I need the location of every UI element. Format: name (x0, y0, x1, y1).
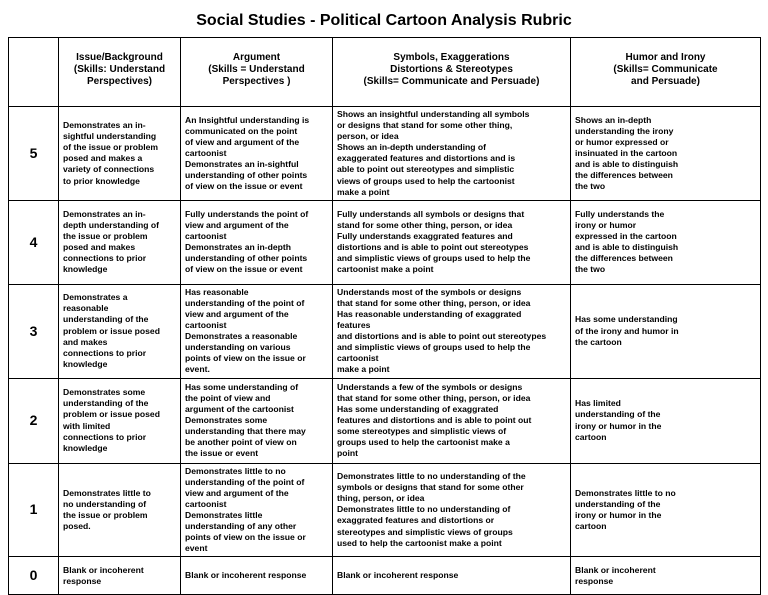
issue-cell: Demonstrates some understanding of the problem or issue posed with limited connections to prior knowledge (59, 378, 181, 463)
symbols-cell: Demonstrates little to no understanding of the symbols or designs that stand for some other thing, person, or idea Demonstrates little to no understanding of exaggrated features and distortions or stereotypes and simplistic views of groups used to help the cartoonist make a point (333, 463, 571, 557)
humor-cell: Shows an in-depth understanding the irony or humor expressed or insinuated in the cartoon and is able to distinguish the differences between the two (571, 107, 761, 201)
issue-cell: Demonstrates an in- sightful understanding of the issue or problem posed and makes a variety of connections to prior knowledge (59, 107, 181, 201)
rubric-table (8, 37, 761, 595)
symbols-cell: Fully understands all symbols or designs that stand for some other thing, person, or idea Fully understands exaggrated features and distortions and is able to point out stereotypes and simplistic views of groups used to help the cartoonist make a point (333, 200, 571, 284)
issue-cell: Demonstrates an in- depth understanding of the issue or problem posed and makes connections to prior knowledge (59, 200, 181, 284)
header-score (9, 38, 59, 107)
argument-cell: Has some understanding of the point of view and argument of the cartoonist Demonstrates some understanding that there may be another point of view on the issue or event (181, 378, 333, 463)
header-symbols: Symbols, Exaggerations Distortions & Stereotypes (Skills= Communicate and Persuade) (333, 38, 571, 107)
humor-cell: Demonstrates little to no understanding of the irony or humor in the cartoon (571, 463, 761, 557)
score-cell: 5 (9, 107, 59, 201)
humor-cell: Has limited understanding of the irony or humor in the cartoon (571, 378, 761, 463)
symbols-cell: Understands a few of the symbols or designs that stand for some other thing, person, or idea Has some understanding of exaggrated features and distortions and is able to point out some stereotypes and simplistic views of groups used to help the cartoonist make a point (333, 378, 571, 463)
header-issue-background: Issue/Background (Skills: Understand Perspectives) (59, 38, 181, 107)
score-cell: 3 (9, 284, 59, 378)
humor-cell: Has some understanding of the irony and humor in the cartoon (571, 284, 761, 378)
argument-cell: Has reasonable understanding of the point of view and argument of the cartoonist Demonstrates a reasonable understanding on various points of view on the issue or event. (181, 284, 333, 378)
table-row (9, 557, 761, 595)
table-row (9, 200, 761, 284)
argument-cell: An Insightful understanding is communicated on the point of view and argument of the cartoonist Demonstrates an in-sightful understanding of other points of view on the issue or event (181, 107, 333, 201)
header-argument: Argument (Skills = Understand Perspectives ) (181, 38, 333, 107)
symbols-cell: Shows an insightful understanding all symbols or designs that stand for some other thing, person, or idea Shows an in-depth understanding of exaggerated features and distortions and is able to point out stereotypes and simplistic views of groups used to help the cartoonist make a point (333, 107, 571, 201)
argument-cell: Blank or incoherent response (181, 557, 333, 595)
symbols-cell: Blank or incoherent response (333, 557, 571, 595)
humor-cell: Blank or incoherent response (571, 557, 761, 595)
score-cell: 1 (9, 463, 59, 557)
table-row (9, 284, 761, 378)
argument-cell: Demonstrates little to no understanding of the point of view and argument of the cartoonist Demonstrates little understanding of any other points of view on the issue or event (181, 463, 333, 557)
header-row (9, 38, 761, 107)
table-row (9, 107, 761, 201)
score-cell: 0 (9, 557, 59, 595)
argument-cell: Fully understands the point of view and argument of the cartoonist Demonstrates an in-depth understanding of other points of view on the issue or event (181, 200, 333, 284)
issue-cell: Demonstrates a reasonable understanding of the problem or issue posed and makes connections to prior knowledge (59, 284, 181, 378)
issue-cell: Demonstrates little to no understanding of the issue or problem posed. (59, 463, 181, 557)
score-cell: 2 (9, 378, 59, 463)
table-row (9, 463, 761, 557)
table-row (9, 378, 761, 463)
issue-cell: Blank or incoherent response (59, 557, 181, 595)
symbols-cell: Understands most of the symbols or designs that stand for some other thing, person, or idea Has reasonable understanding of exaggrated features and distortions and is able to point out stereotypes and simplistic views of groups used to help the cartoonist make a point (333, 284, 571, 378)
score-cell: 4 (9, 200, 59, 284)
header-humor-irony: Humor and Irony (Skills= Communicate and Persuade) (571, 38, 761, 107)
page-title: Social Studies - Political Cartoon Analysis Rubric (196, 12, 572, 29)
humor-cell: Fully understands the irony or humor expressed in the cartoon and is able to distinguish the differences between the two (571, 200, 761, 284)
